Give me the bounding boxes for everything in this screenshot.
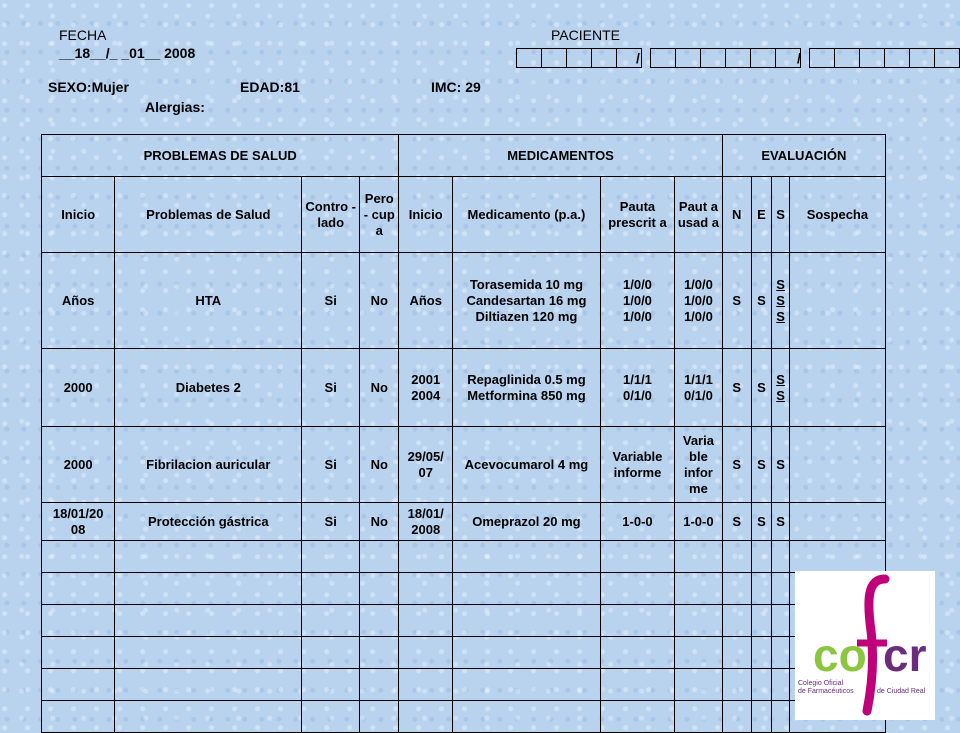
- dosage: 0/1/0: [683, 387, 713, 403]
- dosage: 1/1/1: [623, 371, 652, 387]
- col-medicamento: Medicamento (p.a.): [453, 177, 601, 253]
- cell-pauta-prescrita: [600, 253, 674, 349]
- medication: Candesartan 16 mg: [466, 292, 587, 308]
- cell-controlado: Si: [302, 503, 360, 541]
- cell-controlado: Si: [302, 253, 360, 349]
- cell-med-inicio: [399, 349, 453, 427]
- dosage: 1/0/0: [683, 308, 713, 324]
- cell-preocupa: No: [360, 427, 399, 503]
- cell-med-inicio: Años: [399, 253, 453, 349]
- cell-pauta-prescrita: [600, 349, 674, 427]
- cell-inicio: Años: [42, 253, 115, 349]
- col-controlado: Contro - lado: [302, 177, 360, 253]
- cell-problema: HTA: [115, 253, 302, 349]
- empty-row: [42, 605, 886, 637]
- dosage: 1/0/0: [623, 308, 652, 324]
- medication: Metformina 850 mg: [467, 387, 586, 403]
- fecha-value: __18__/_ _01__ 2008: [59, 45, 196, 61]
- cell-n: S: [722, 253, 751, 349]
- dosage: 0/1/0: [623, 387, 652, 403]
- group-header-row: [42, 135, 886, 177]
- group-medicamentos: MEDICAMENTOS: [399, 135, 722, 177]
- cell-n: S: [722, 503, 751, 541]
- cell-controlado: Si: [302, 349, 360, 427]
- edad-field: EDAD:81: [240, 79, 300, 95]
- patient-id-slash-2: /: [797, 50, 801, 66]
- medication: Diltiazen 120 mg: [475, 308, 578, 324]
- cell-sospecha: [789, 253, 885, 349]
- patient-id-boxes-1: [516, 48, 641, 68]
- cell-pauta-prescrita: [600, 427, 674, 503]
- health-problems-table: [41, 134, 886, 733]
- cell-e: S: [751, 427, 772, 503]
- col-problemas: Problemas de Salud: [115, 177, 302, 253]
- col-inicio: Inicio: [42, 177, 115, 253]
- cell-preocupa: No: [360, 349, 399, 427]
- s-value: S: [776, 371, 785, 387]
- s-value: S: [776, 292, 785, 308]
- patient-id-boxes-2: [650, 48, 800, 68]
- med-start: 2004: [411, 387, 441, 403]
- s-value: S: [776, 387, 785, 403]
- patient-id-boxes-3: [809, 48, 959, 68]
- logo-letters-co: co: [813, 629, 867, 681]
- cell-sospecha: [789, 349, 885, 427]
- cell-s: [772, 253, 790, 349]
- cell-problema: Diabetes 2: [115, 349, 302, 427]
- cell-e: S: [751, 503, 772, 541]
- cofcr-logo: [795, 571, 935, 720]
- table-row: [42, 349, 886, 427]
- cell-pauta-prescrita: [600, 503, 674, 541]
- cell-inicio: 18/01/20 08: [42, 503, 115, 541]
- table-row: [42, 253, 886, 349]
- cell-s: [772, 427, 790, 503]
- cell-pauta-usada: [675, 427, 723, 503]
- empty-row: [42, 573, 886, 605]
- logo-line1: Colegio Oficial: [798, 680, 844, 687]
- cell-n: S: [722, 349, 751, 427]
- cell-preocupa: No: [360, 503, 399, 541]
- cell-controlado: Si: [302, 427, 360, 503]
- fecha-label: FECHA: [59, 27, 107, 43]
- empty-row: [42, 701, 886, 733]
- med-start: 2001: [411, 371, 441, 387]
- dosage: 1-0-0: [622, 513, 653, 529]
- col-pauta-usada: Paut a usad a: [675, 177, 723, 253]
- col-preocupa: Pero - cup a: [360, 177, 399, 253]
- paciente-label: PACIENTE: [551, 27, 620, 43]
- dosage: 1/1/1: [683, 371, 713, 387]
- cell-med-inicio: 18/01/ 2008: [399, 503, 453, 541]
- cell-pauta-usada: [675, 349, 723, 427]
- cell-e: S: [751, 253, 772, 349]
- s-value: S: [776, 308, 785, 324]
- empty-row: [42, 637, 886, 669]
- cell-e: S: [751, 349, 772, 427]
- dosage: 1/0/0: [683, 292, 713, 308]
- dosage: 1-0-0: [683, 513, 714, 529]
- cell-medicamentos: [453, 503, 601, 541]
- cell-problema: Fibrilacion auricular: [115, 427, 302, 503]
- cell-preocupa: No: [360, 253, 399, 349]
- table-row: [42, 427, 886, 503]
- table-row: [42, 503, 886, 541]
- cell-pauta-usada: [675, 253, 723, 349]
- cell-sospecha: [789, 427, 885, 503]
- empty-row: [42, 669, 886, 701]
- medication: Repaglinida 0.5 mg: [467, 371, 586, 387]
- medication: Torasemida 10 mg: [469, 276, 584, 292]
- cell-s: [772, 349, 790, 427]
- dosage: Variable informe: [612, 448, 663, 480]
- dosage: 1/0/0: [623, 292, 652, 308]
- imc-field: IMC: 29: [431, 79, 481, 95]
- cell-medicamentos: [453, 253, 601, 349]
- group-problemas: PROBLEMAS DE SALUD: [42, 135, 399, 177]
- group-evaluacion: EVALUACIÓN: [722, 135, 885, 177]
- cell-pauta-usada: [675, 503, 723, 541]
- cell-sospecha: [789, 503, 885, 541]
- cofcr-logo-graphic: [795, 571, 935, 720]
- cell-med-inicio: 29/05/ 07: [399, 427, 453, 503]
- medication: Omeprazol 20 mg: [472, 513, 581, 529]
- col-n: N: [722, 177, 751, 253]
- cell-s: [772, 503, 790, 541]
- cell-medicamentos: [453, 349, 601, 427]
- cell-n: S: [722, 427, 751, 503]
- empty-row: [42, 541, 886, 573]
- s-value: S: [776, 456, 785, 472]
- dosage: 1/0/0: [623, 276, 652, 292]
- col-med-inicio: Inicio: [399, 177, 453, 253]
- alergias-field: Alergias:: [145, 99, 205, 115]
- col-pauta-prescrita: Pauta prescrit a: [600, 177, 674, 253]
- logo-letters-cr: cr: [883, 629, 927, 681]
- cell-medicamentos: [453, 427, 601, 503]
- col-sospecha: Sospecha: [789, 177, 885, 253]
- patient-id-slash-1: /: [636, 50, 640, 66]
- cell-problema: Protección gástrica: [115, 503, 302, 541]
- cell-inicio: 2000: [42, 427, 115, 503]
- s-value: S: [776, 276, 785, 292]
- dosage: 1/0/0: [683, 276, 713, 292]
- sexo-field: SEXO:Mujer: [48, 79, 129, 95]
- col-e: E: [751, 177, 772, 253]
- logo-line2: de Farmacéuticos: [798, 688, 854, 695]
- column-header-row: [42, 177, 886, 253]
- medication: Acevocumarol 4 mg: [464, 456, 589, 472]
- s-value: S: [776, 513, 785, 529]
- logo-line3: de Ciudad Real: [877, 688, 926, 695]
- dosage: Varia ble infor me: [682, 432, 714, 496]
- cell-inicio: 2000: [42, 349, 115, 427]
- col-s: S: [772, 177, 790, 253]
